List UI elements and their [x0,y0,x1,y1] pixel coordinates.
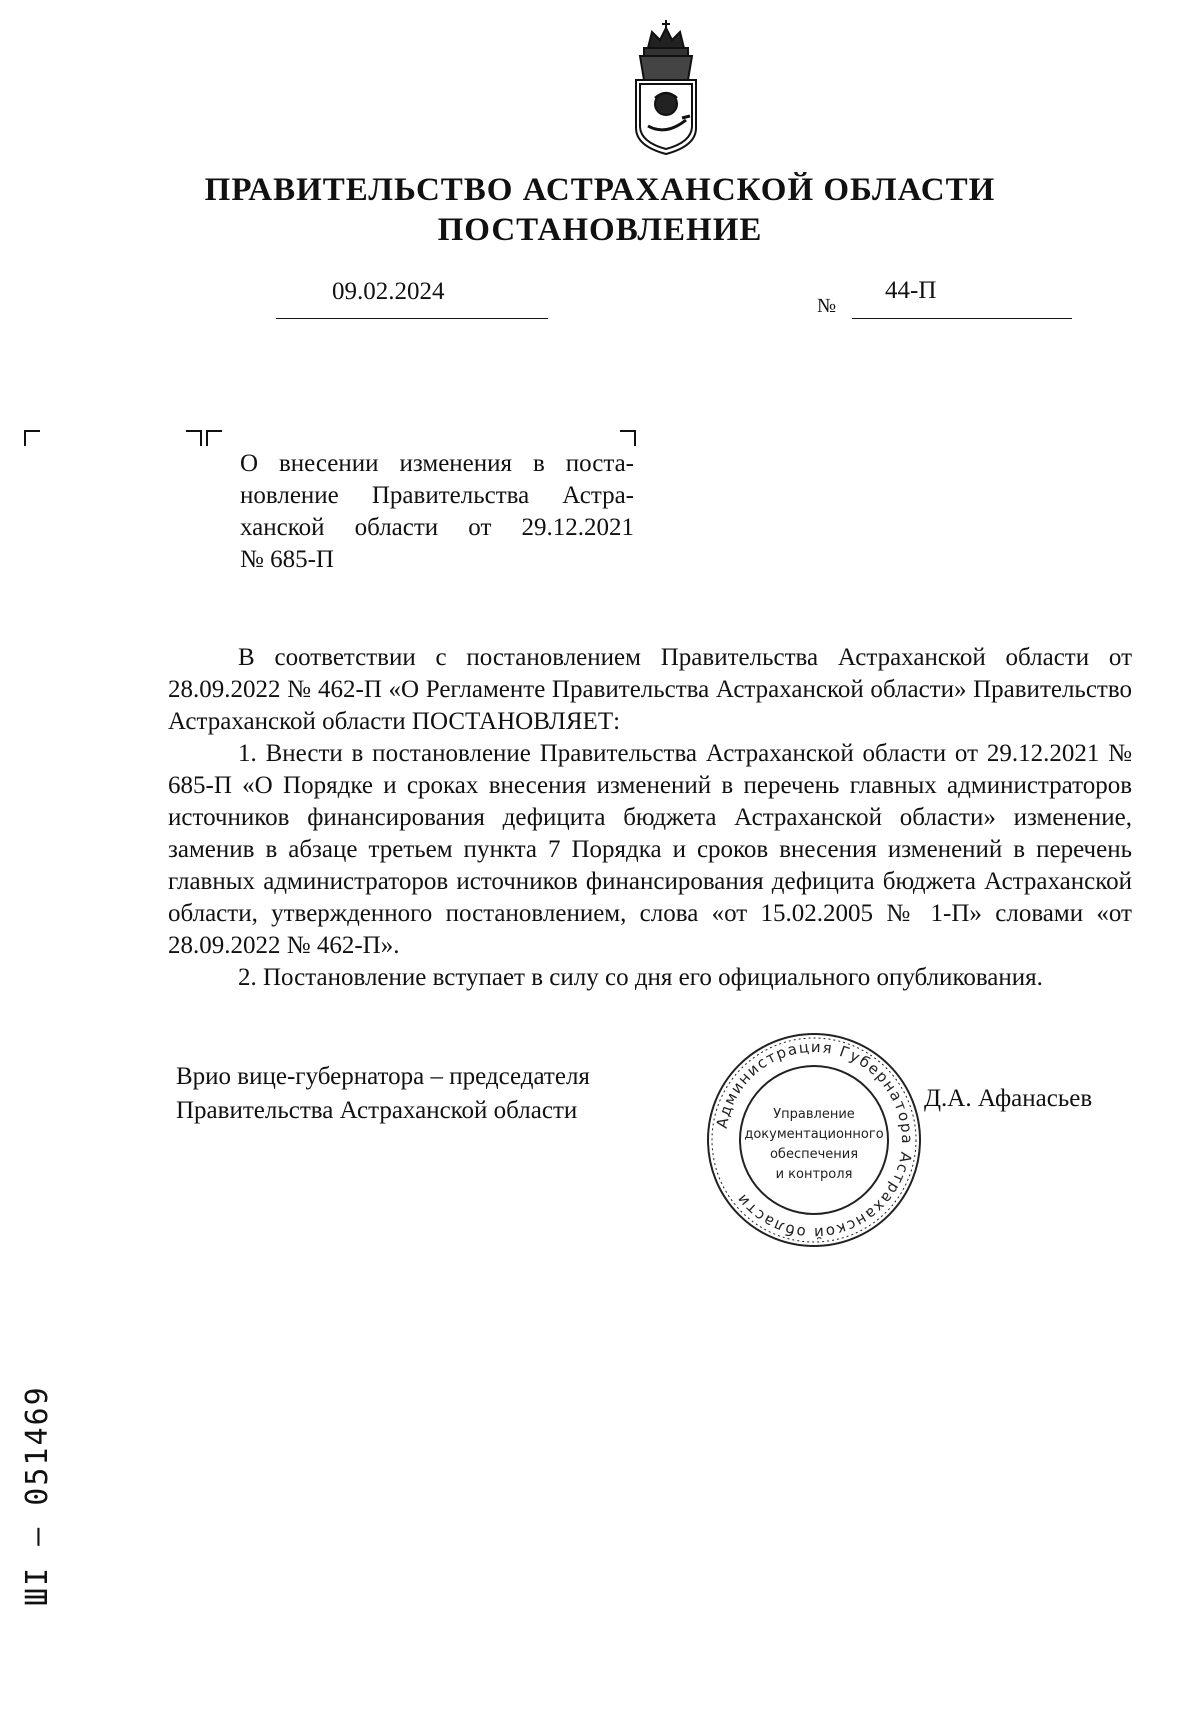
document-subject [240,448,634,576]
subject-line: О внесении изменения в поста- [240,450,634,477]
number-label: № [817,295,837,317]
corner-mark-left [24,430,40,446]
document-date: 09.02.2024 [332,278,445,305]
stamp-inner-line: документационного [744,1127,884,1142]
official-stamp [706,1032,922,1248]
stamp-inner-line: Управление [773,1107,855,1122]
subject-line: новление Правительства Астра- [240,482,634,509]
stamp-inner-line: обеспечения [769,1147,859,1162]
stamp-inner-line: и контроля [775,1167,853,1182]
clause-2-paragraph: 2. Постановление вступает в силу со дня его официального опубликования. [238,964,1043,991]
number-underline [852,318,1072,319]
position-line: Правительства Астраханской области [176,1097,578,1124]
signatory-name: Д.А. Афанасьев [924,1085,1093,1112]
subject-line: № 685-П [240,546,334,573]
corner-mark-subject-left-a [186,430,202,446]
signatory-position [176,1060,590,1128]
preamble-paragraph: В соответствии с постановлением Правительства Астраханской области от 28.09.2022 № 462-П «О Регламенте Правительства Астраханской области» Правительство Астраханской области ПОСТАНОВЛЯЕТ: [168,644,1132,735]
clause-1-paragraph: 1. Внести в постановление Правительства Астраханской области от 29.12.2021 № 685-П «О Порядке и сроках внесения изменений в перечень главных администраторов источников финансирования дефицита бюджета Астраханской области» изменение, заменив в абзаце третьем пункта 7 Порядка и сроков внесения изменений в перечень главных администраторов источников финансирования дефицита бюджета Астраханской области, утвержденного постановлением, слова «от 15.02.2005 № 1-П» словами «от 28.09.2022 № 462-П». [168,740,1132,959]
organization-title: ПРАВИТЕЛЬСТВО АСТРАХАНСКОЙ ОБЛАСТИ [204,172,996,208]
corner-mark-subject-left-b [206,430,222,446]
coat-of-arms-emblem [626,18,706,156]
stamp-outer-text: Администрация Губернатора Астраханской области [712,1037,917,1243]
document-body [168,642,1132,994]
position-line: Врио вице-губернатора – председателя [176,1063,590,1090]
date-underline [276,318,548,319]
form-serial-number: ШI – 051469 [20,1385,55,1606]
subject-line: ханской области от 29.12.2021 [240,514,634,541]
corner-mark-subject-right [620,430,636,446]
document-type-title: ПОСТАНОВЛЕНИЕ [437,212,763,248]
document-number: 44-П [885,277,937,304]
